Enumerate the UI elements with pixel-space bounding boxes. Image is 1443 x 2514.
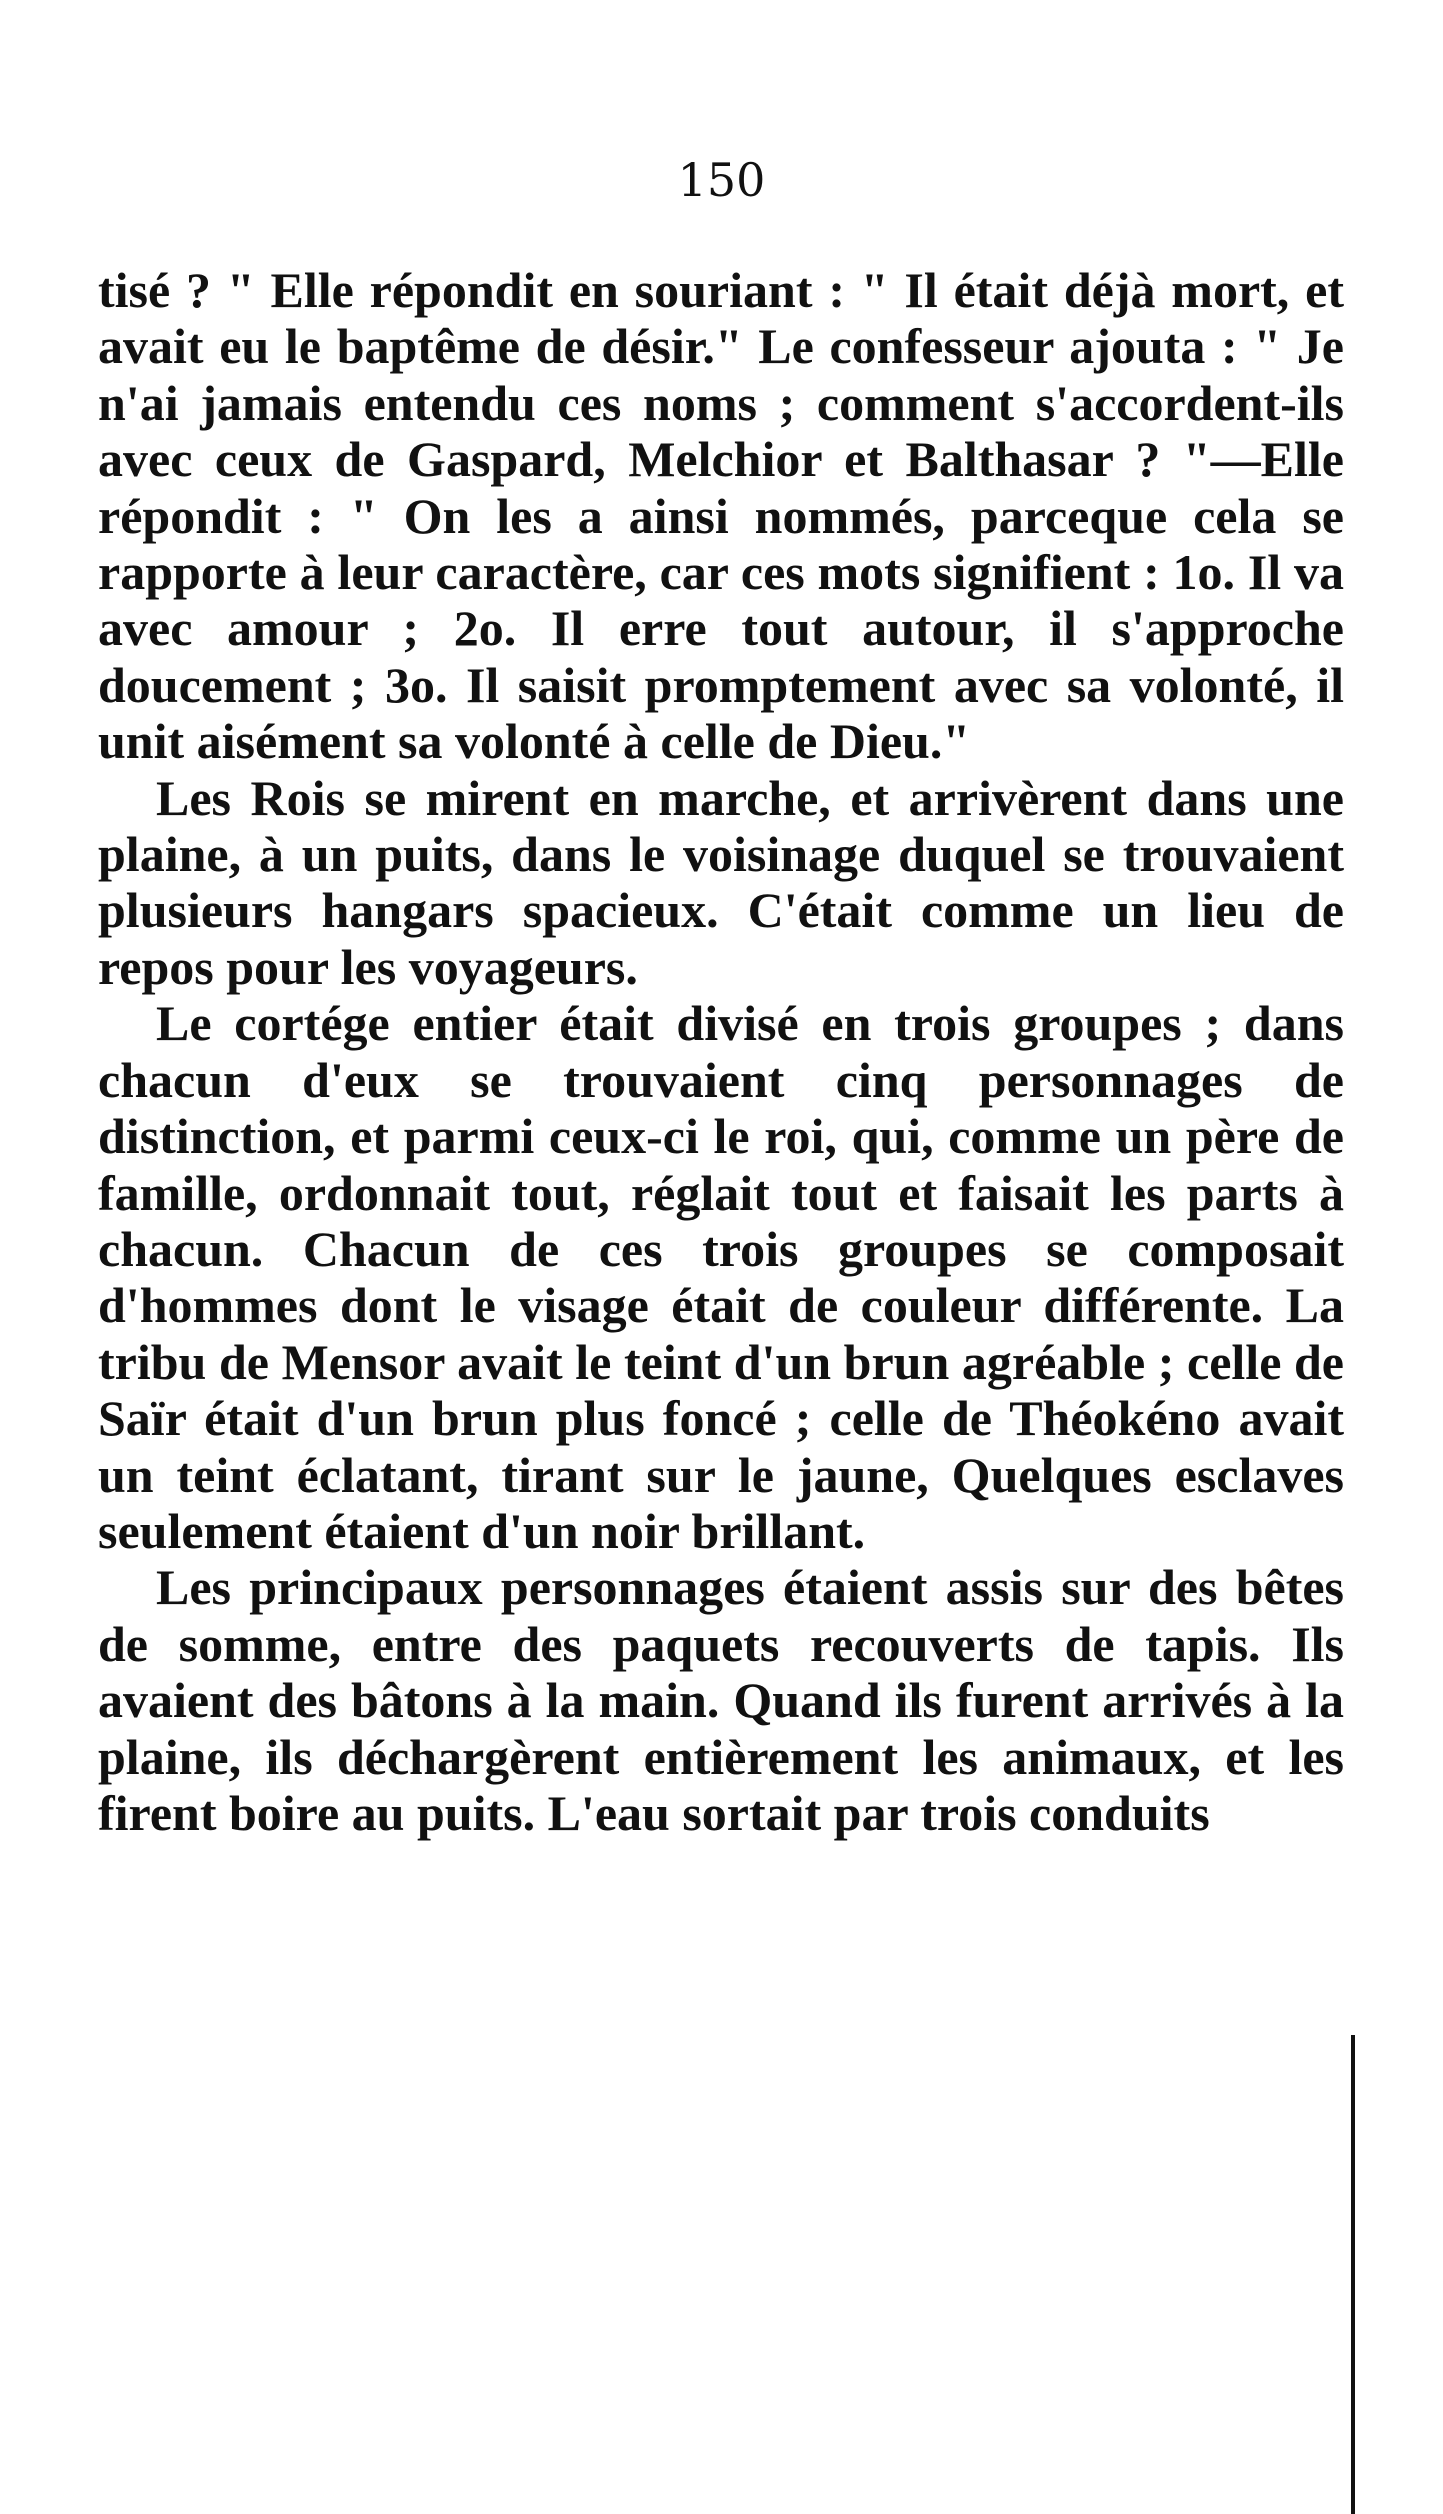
page-number: 150: [677, 153, 766, 207]
paragraph-4: Les principaux personnages étaient assis sur des bêtes de somme, entre des paquets recouverts de tapis. Ils avaient des bâtons à la main. Quand ils furent arrivés à la plaine, ils déchargèrent entièrement les animaux, et les firent boire au puits. L'eau sortait par trois conduits: [98, 1559, 1344, 1841]
margin-rule-line: [1351, 2035, 1355, 2514]
paragraph-1: tisé ? " Elle répondit en souriant : " Il était déjà mort, et avait eu le baptême de désir." Le confesseur ajouta : " Je n'ai jamais entendu ces noms ; comment s'accordent-ils avec ceux de Gaspard, Melchior et Balthasar ? "—Elle répondit : " On les a ainsi nommés, parceque cela se rapporte à leur caractère, car ces mots signifient : 1o. Il va avec amour ; 2o. Il erre tout autour, il s'approche doucement ; 3o. Il saisit promptement avec sa volonté, il unit aisément sa volonté à celle de Dieu.": [98, 262, 1344, 770]
paragraph-2: Les Rois se mirent en marche, et arrivèrent dans une plaine, à un puits, dans le voisinage duquel se trouvaient plusieurs hangars spacieux. C'était comme un lieu de repos pour les voyageurs.: [98, 769, 1344, 995]
body-text: [98, 262, 1344, 1841]
paragraph-3: Le cortége entier était divisé en trois groupes ; dans chacun d'eux se trouvaient cinq personnages de distinction, et parmi ceux-ci le roi, qui, comme un père de famille, ordonnait tout, réglait tout et faisait les parts à chacun. Chacun de ces trois groupes se composait d'hommes dont le visage était de couleur différente. La tribu de Mensor avait le teint d'un brun agréable ; celle de Saïr était d'un brun plus foncé ; celle de Théokéno avait un teint éclatant, tirant sur le jaune, Quelques esclaves seulement étaient d'un noir brillant.: [98, 995, 1344, 1559]
